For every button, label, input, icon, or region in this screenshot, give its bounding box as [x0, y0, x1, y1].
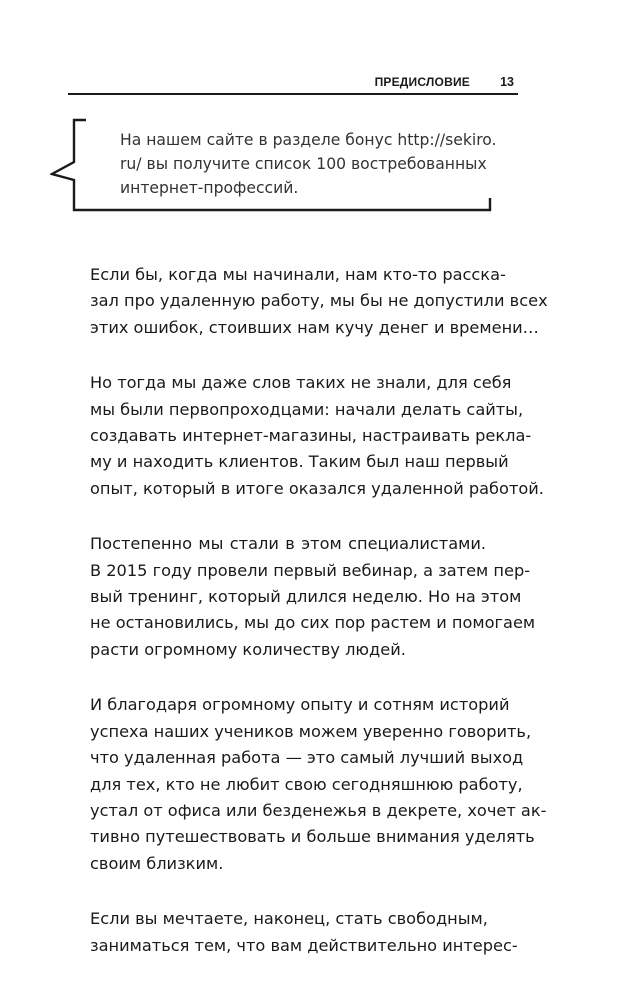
- text-line: для тех, кто не любит свою сегодняшнюю работу,: [90, 774, 523, 794]
- running-header: [68, 72, 518, 94]
- text-line: опыт, который в итоге оказался удаленной работой.: [90, 478, 544, 498]
- text-line: Если вы мечтаете, наконец, стать свободным,: [90, 909, 488, 929]
- text-line: Постепенно мы стали в этом специалистами.: [90, 534, 486, 554]
- text-line: Но тогда мы даже слов таких не знали, для себя: [90, 373, 512, 393]
- text-line: му и находить клиентов. Таким был наш первый: [90, 452, 509, 472]
- text-line: не остановились, мы до сих пор растем и помогаем: [90, 613, 536, 633]
- paragraph: [90, 531, 536, 663]
- callout-line: ru/ вы получите список 100 востребованных: [120, 155, 487, 173]
- text-line: этих ошибок, стоивших нам кучу денег и времени…: [90, 317, 539, 337]
- text-line: И благодаря огромному опыту и сотням историй: [90, 695, 510, 715]
- paragraph: [90, 370, 544, 502]
- callout-text: [120, 128, 497, 200]
- body-text: [90, 262, 548, 988]
- text-line: вый тренинг, который длился неделю. Но на этом: [90, 587, 522, 607]
- text-line: создавать интернет-магазины, настраивать рекла-: [90, 426, 532, 446]
- text-line: устал от офиса или безденежья в декрете, хочет ак-: [90, 800, 547, 820]
- text-line: В 2015 году провели первый вебинар, а затем пер-: [90, 560, 531, 580]
- text-line: успеха наших учеников можем уверенно говорить,: [90, 721, 532, 741]
- header-rule: [68, 93, 518, 95]
- text-line: своим близким.: [90, 853, 224, 873]
- paragraph: [90, 692, 547, 877]
- bonus-callout: [50, 112, 496, 216]
- callout-line: интернет-профессий.: [120, 179, 299, 197]
- text-line: Если бы, когда мы начинали, нам кто-то расска-: [90, 265, 506, 284]
- text-line: заниматься тем, что вам действительно интерес-: [90, 935, 518, 955]
- paragraph: [90, 906, 518, 959]
- paragraph: [90, 262, 548, 341]
- text-line: мы были первопроходцами: начали делать сайты,: [90, 399, 524, 419]
- callout-line: На нашем сайте в разделе бонус http://sekiro.: [120, 131, 497, 149]
- text-line: расти огромному количеству людей.: [90, 639, 406, 659]
- page-number: 13: [500, 75, 514, 89]
- text-line: зал про удаленную работу, мы бы не допустили всех: [90, 291, 548, 311]
- text-line: что удаленная работа — это самый лучший выход: [90, 748, 524, 768]
- running-header-section-title: ПРЕДИСЛОВИЕ: [374, 75, 470, 89]
- text-line: тивно путешествовать и больше внимания уделять: [90, 827, 535, 847]
